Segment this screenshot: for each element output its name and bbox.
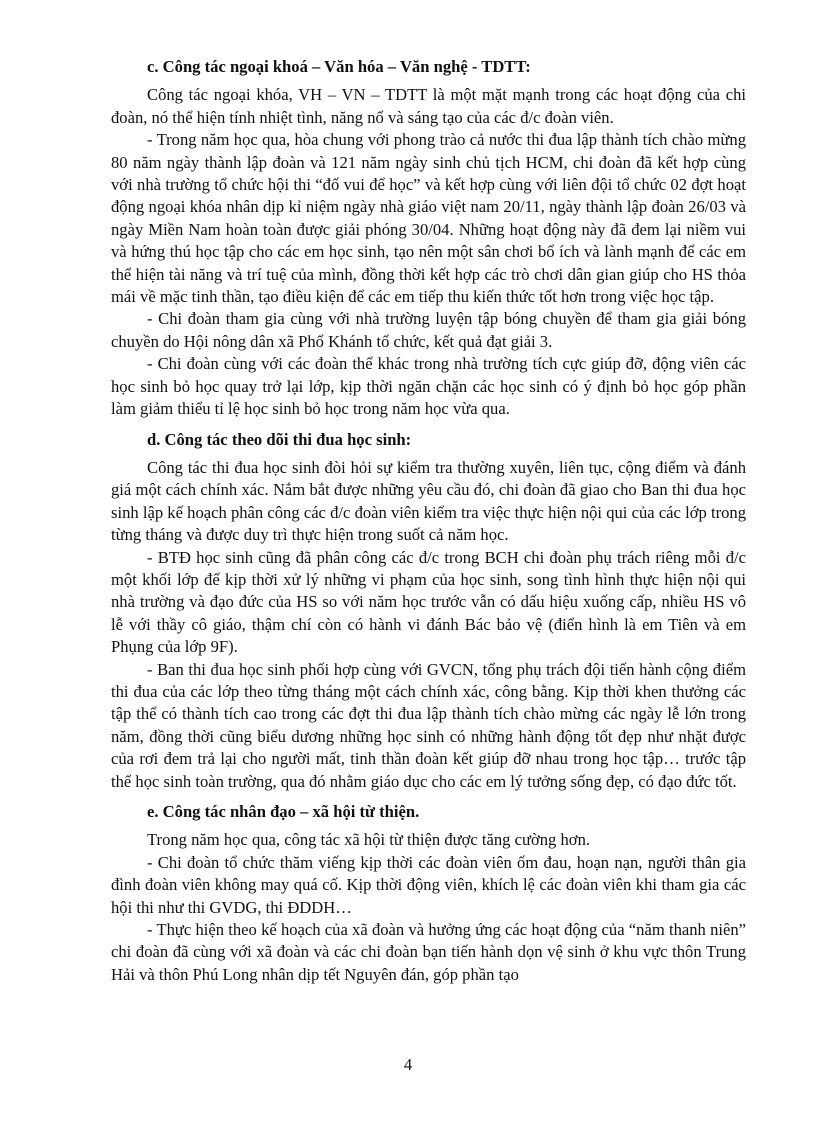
paragraph: Công tác ngoại khóa, VH – VN – TDTT là một mặt mạnh trong các hoạt động của chi đoàn, nó thể hiện tính nhiệt tình, năng nổ và sáng tạo của các đ/c đoàn viên. (111, 85, 746, 127)
section-e (111, 801, 746, 986)
paragraph: - Ban thi đua học sinh phối hợp cùng với GVCN, tổng phụ trách đội tiến hành cộng điểm thi đua của các lớp theo từng tháng một cách chính xác, công bằng. Kịp thời khen thưởng các tập thể có thành tích cao trong các đợt thi đua lập thành tích chào mừng các ngày lễ lớn trong năm, đồng thời cũng biểu dương những học sinh có những hành động tốt đẹp như nhặt được của rơi đem trả lại cho người mất, tinh thần đoàn kết giúp đỡ nhau trong học tập… trước tập thể học sinh toàn trường, qua đó nhằm giáo dục cho các em lý tưởng sống đẹp, có đạo đức tốt. (111, 659, 746, 791)
paragraph: Công tác thi đua học sinh đòi hỏi sự kiểm tra thường xuyên, liên tục, cộng điểm và đánh giá một cách chính xác. Nắm bắt được những yêu cầu đó, chi đoàn đã giao cho Ban thi đua học sinh lập kế hoạch phân công các đ/c đoàn viên kiểm tra việc thực hiện nội qui của các lớp trong từng tháng và được duy trì thực hiện trong suốt cả năm học. (111, 457, 746, 545)
section-heading: d. Công tác theo dõi thi đua học sinh: (147, 429, 412, 449)
section-c (111, 56, 746, 421)
paragraph: - Trong năm học qua, hòa chung với phong trào cả nước thi đua lập thành tích chào mừng 80 năm ngày thành lập đoàn và 121 năm ngày sinh chủ tịch HCM, chi đoàn đã kết hợp cùng với nhà trường tổ chức hội thi “đố vui để học” và kết hợp cùng với liên đội tổ chức 02 đợt hoạt động ngoại khóa nhân dịp kỉ niệm ngày nhà giáo việt nam 20/11, ngày thành lập đoàn 26/03 và ngày Miền Nam hoàn toàn được giải phóng 30/04. Những hoạt động này đã đem lại niềm vui và hứng thú học tập cho các em học sinh, tạo nên một sân chơi bổ ích và lành mạnh để các em thể hiện tài năng và trí tuệ của mình, đồng thời kết hợp các trò chơi dân gian giúp cho HS thỏa mái về mặc tinh thần, tạo điều kiện để các em tiếp thu kiến thức tốt hơn trong việc học tập. (111, 130, 746, 307)
paragraph: - Chi đoàn tổ chức thăm viếng kịp thời các đoàn viên ốm đau, hoạn nạn, người thân gia đình đoàn viên không may quá cố. Kịp thời động viên, khích lệ các đoàn viên khi tham gia các hội thi như thi GVDG, thi ĐDDH… (111, 852, 746, 917)
paragraph: - Chi đoàn cùng với các đoàn thể khác trong nhà trường tích cực giúp đỡ, động viên các học sinh bỏ học quay trở lại lớp, kịp thời ngăn chặn các học sinh có ý định bỏ học góp phần làm giảm thiểu tỉ lệ học sinh bỏ học trong năm học vừa qua. (111, 354, 746, 419)
section-d (111, 429, 746, 794)
paragraph: Trong năm học qua, công tác xã hội từ thiện được tăng cường hơn. (147, 830, 591, 850)
section-heading: e. Công tác nhân đạo – xã hội từ thiện. (147, 802, 420, 821)
paragraph: - Chi đoàn tham gia cùng với nhà trường luyện tập bóng chuyền để tham gia giải bóng chuyền do Hội nông dân xã Phổ Khánh tổ chức, kết quả đạt giải 3. (111, 309, 746, 351)
section-heading: c. Công tác ngoại khoá – Văn hóa – Văn nghệ - TDTT: (147, 57, 531, 76)
page-number: 4 (403, 1055, 413, 1074)
paragraph: - Thực hiện theo kế hoạch của xã đoàn và hưởng ứng các hoạt động của “năm thanh niên” chi đoàn đã cùng với xã đoàn và các chi đoàn bạn tiến hành dọn vệ sinh ở khu vực thôn Trung Hải và thôn Phú Long nhân dịp tết Nguyên đán, góp phần tạo (111, 920, 746, 984)
paragraph: - BTĐ học sinh cũng đã phân công các đ/c trong BCH chi đoàn phụ trách riêng mỗi đ/c một khối lớp để kịp thời xử lý những vi phạm của học sinh, song tình hình thực hiện nội qui nhà trường và đạo đức của HS so với năm học trước vẫn có dấu hiệu xuống cấp, nhiều HS vô lễ với thầy cô giáo, thậm chí còn có hành vi đánh Bác bảo vệ (điển hình là em Tiên và em Phụng của lớp 9F). (111, 547, 746, 657)
